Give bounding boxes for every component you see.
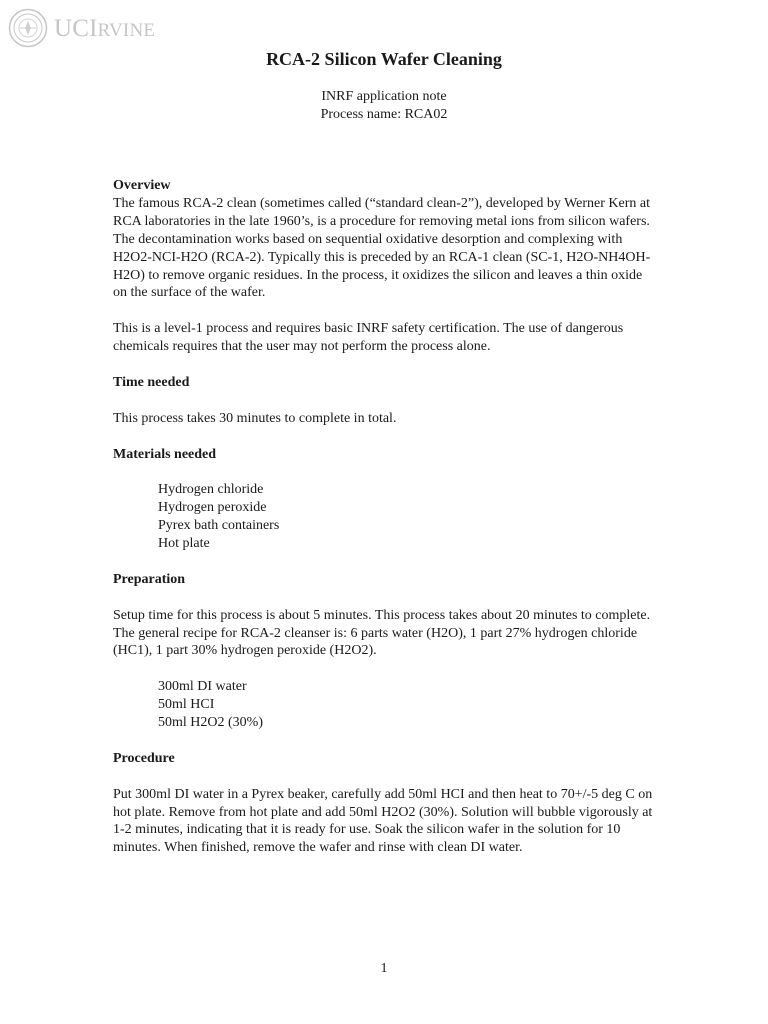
document-title: RCA-2 Silicon Wafer Cleaning (266, 49, 502, 69)
uc-irvine-logo (8, 6, 155, 50)
process-name-label: Process name: RCA02 (320, 107, 448, 122)
document-subtitle (0, 88, 768, 124)
time-needed-heading: Time needed (113, 374, 190, 390)
overview-paragraph-2: This is a level-1 process and requires basic INRF safety certification. The use of dangerous chemicals requires that the user may not perform the process alone. (113, 321, 624, 355)
overview-heading: Overview (113, 178, 171, 193)
application-note-label: INRF application note (321, 89, 447, 104)
list-item: Pyrex bath containers (158, 518, 280, 534)
materials-list (113, 481, 658, 553)
list-item: Hydrogen chloride (158, 482, 264, 498)
list-item: 300ml DI water (158, 679, 247, 695)
preparation-text: Setup time for this process is about 5 minutes. This process takes about 20 minutes to complete. The general recipe for RCA-2 cleanser is: 6 parts water (H2O), 1 part 27% hydrogen chloride (HC1), 1 part 30% hydrogen peroxide (H2O2). (113, 607, 651, 659)
overview-paragraph-1: The famous RCA-2 clean (sometimes called (“standard clean-2”), developed by Werner Kern at RCA laboratories in the late 1960’s, is a procedure for removing metal ions from silicon wafers. The decontamination works based on sequential oxidative desorption and complexing with H2O2-NCI-H2O (RCA-2). Typically this is preceded by an RCA-1 clean (SC-1, H2O-NH4OH-H2O) to remove organic residues. In the process, it oxidizes the silicon and leaves a thin oxide on the surface of the wafer. (113, 195, 651, 301)
recipe-list (113, 678, 658, 732)
list-item: Hydrogen peroxide (158, 500, 267, 516)
time-needed-text: This process takes 30 minutes to complete in total. (113, 410, 397, 426)
list-item: 50ml HCI (158, 697, 215, 713)
materials-needed-heading: Materials needed (113, 446, 217, 462)
logo-wordmark: UCIRVINE (54, 14, 156, 42)
preparation-heading: Preparation (113, 571, 186, 587)
list-item: Hot plate (158, 536, 210, 552)
procedure-text: Put 300ml DI water in a Pyrex beaker, carefully add 50ml HCI and then heat to 70+/-5 deg C on hot plate. Remove from hot plate and add 50ml H2O2 (30%). Solution will bubble vigorously at 1-2 minutes, indicating that it is ready for use. Soak the silicon wafer in the solution for 10 minutes. When finished, remove the wafer and rinse with clean DI water. (113, 786, 653, 856)
page-number: 1 (380, 961, 388, 976)
university-seal-icon (8, 8, 48, 48)
document-body (113, 177, 658, 875)
list-item: 50ml H2O2 (30%) (158, 715, 263, 731)
procedure-heading: Procedure (113, 750, 175, 766)
